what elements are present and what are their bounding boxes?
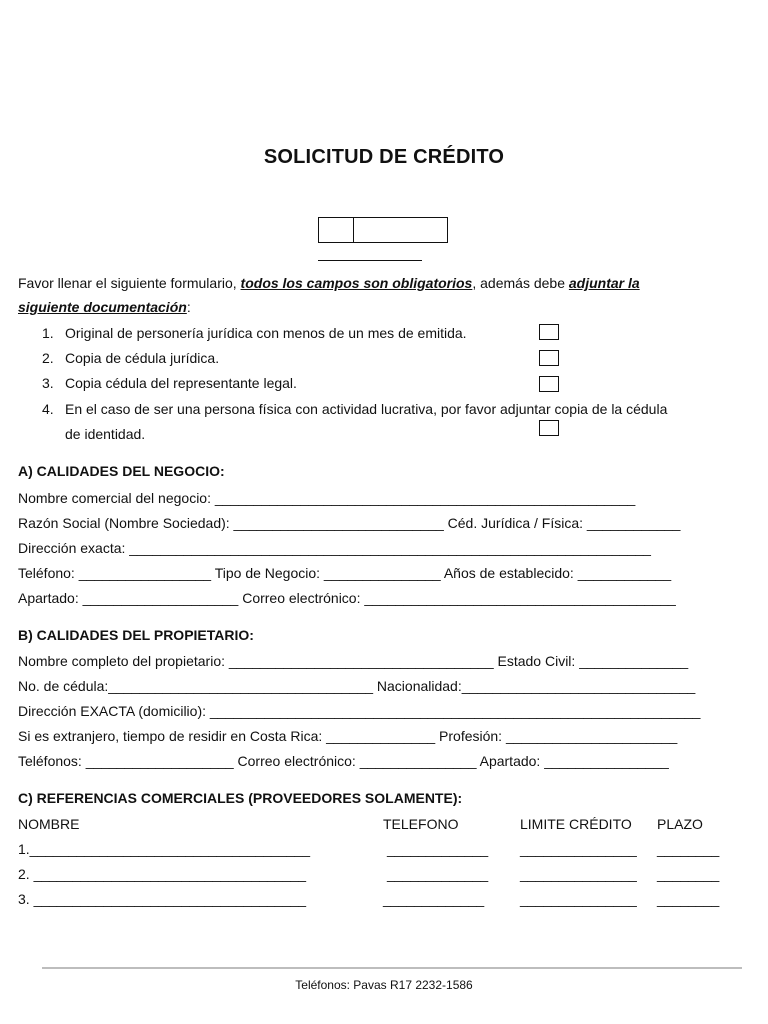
- footer-divider: [42, 967, 742, 969]
- doc-item-4-text: En el caso de ser una persona física con actividad lucrativa, por favor adjuntar copia de la cédula: [65, 401, 668, 417]
- intro-emphasis-docs: siguiente documentación: [18, 299, 187, 315]
- ref-3-nombre[interactable]: 3. ___________________________________: [18, 891, 307, 907]
- page-title: SOLICITUD DE CRÉDITO: [263, 146, 505, 168]
- field-apartado-correo[interactable]: Apartado: ____________________ Correo electrónico: ________________________________________: [18, 590, 676, 606]
- intro-emphasis-required: todos los campos son obligatorios: [240, 275, 473, 291]
- field-extranjero-profesion[interactable]: Si es extranjero, tiempo de residir en Costa Rica: ______________ Profesión: ______________________: [18, 728, 678, 744]
- doc-item-3-checkbox[interactable]: [539, 376, 559, 392]
- doc-item-2-checkbox[interactable]: [539, 350, 559, 366]
- field-nombre-comercial[interactable]: Nombre comercial del negocio: ______________________________________________________: [18, 490, 636, 506]
- doc-item-3-text: Copia cédula del representante legal.: [65, 375, 297, 391]
- doc-item-1-checkbox[interactable]: [539, 324, 559, 340]
- ref-1-telefono[interactable]: _____________: [387, 841, 489, 857]
- field-direccion-exacta[interactable]: Dirección exacta: ___________________________________________________________________: [18, 540, 651, 556]
- ref-2-nombre[interactable]: 2. ___________________________________: [18, 866, 307, 882]
- field-telefono-tipo-negocio[interactable]: Teléfono: _________________ Tipo de Negocio: _______________ Años de establecido: ____________: [18, 565, 672, 581]
- ref-1-plazo[interactable]: ________: [657, 841, 720, 857]
- ref-3-plazo[interactable]: ________: [657, 891, 720, 907]
- doc-item-2-number: 2.: [42, 350, 54, 366]
- ref-2-plazo[interactable]: ________: [657, 866, 720, 882]
- column-header-nombre: NOMBRE: [18, 816, 80, 832]
- field-direccion-domicilio[interactable]: Dirección EXACTA (domicilio): _______________________________________________________________: [18, 703, 701, 719]
- field-nombre-propietario[interactable]: Nombre completo del propietario: __________________________________ Estado Civil: ______________: [18, 653, 689, 669]
- section-c-heading: C) REFERENCIAS COMERCIALES (PROVEEDORES SOLAMENTE):: [18, 790, 463, 806]
- doc-item-1-text: Original de personería jurídica con menos de un mes de emitida.: [65, 325, 467, 341]
- field-telefonos-correo-apartado[interactable]: Teléfonos: ___________________ Correo electrónico: _______________ Apartado: ________________: [18, 753, 669, 769]
- intro-line-2: siguiente documentación:: [18, 299, 191, 315]
- doc-item-4-text-cont: de identidad.: [65, 426, 146, 442]
- ref-3-telefono[interactable]: _____________: [383, 891, 485, 907]
- header-code-box[interactable]: [318, 217, 448, 243]
- ref-1-limite[interactable]: _______________: [520, 841, 637, 857]
- column-header-limite-credito: LIMITE CRÉDITO: [520, 816, 632, 832]
- intro-emphasis-attach: adjuntar la: [568, 275, 640, 291]
- ref-2-telefono[interactable]: _____________: [387, 866, 489, 882]
- section-a-heading: A) CALIDADES DEL NEGOCIO:: [18, 463, 225, 479]
- doc-item-4-number: 4.: [42, 401, 54, 417]
- column-header-plazo: PLAZO: [657, 816, 703, 832]
- field-razon-social[interactable]: Razón Social (Nombre Sociedad): ___________________________ Céd. Jurídica / Física: ____________: [18, 515, 681, 531]
- ref-2-limite[interactable]: _______________: [520, 866, 637, 882]
- doc-item-4-checkbox[interactable]: [539, 420, 559, 436]
- intro-text: , además debe: [472, 275, 569, 291]
- column-header-telefono: TELEFONO: [383, 816, 459, 832]
- doc-item-2-text: Copia de cédula jurídica.: [65, 350, 220, 366]
- section-b-heading: B) CALIDADES DEL PROPIETARIO:: [18, 627, 254, 643]
- intro-text: Favor llenar el siguiente formulario,: [18, 275, 241, 291]
- footer-phones: Teléfonos: Pavas R17 2232-1586: [295, 978, 473, 992]
- intro-line-1: [18, 274, 640, 292]
- ref-1-nombre[interactable]: 1.____________________________________: [18, 841, 310, 857]
- doc-item-3-number: 3.: [42, 375, 54, 391]
- field-cedula-nacionalidad[interactable]: No. de cédula:__________________________________ Nacionalidad:______________________________: [18, 678, 696, 694]
- ref-3-limite[interactable]: _______________: [520, 891, 637, 907]
- doc-item-1-number: 1.: [42, 325, 54, 341]
- header-signature-line: [318, 260, 422, 261]
